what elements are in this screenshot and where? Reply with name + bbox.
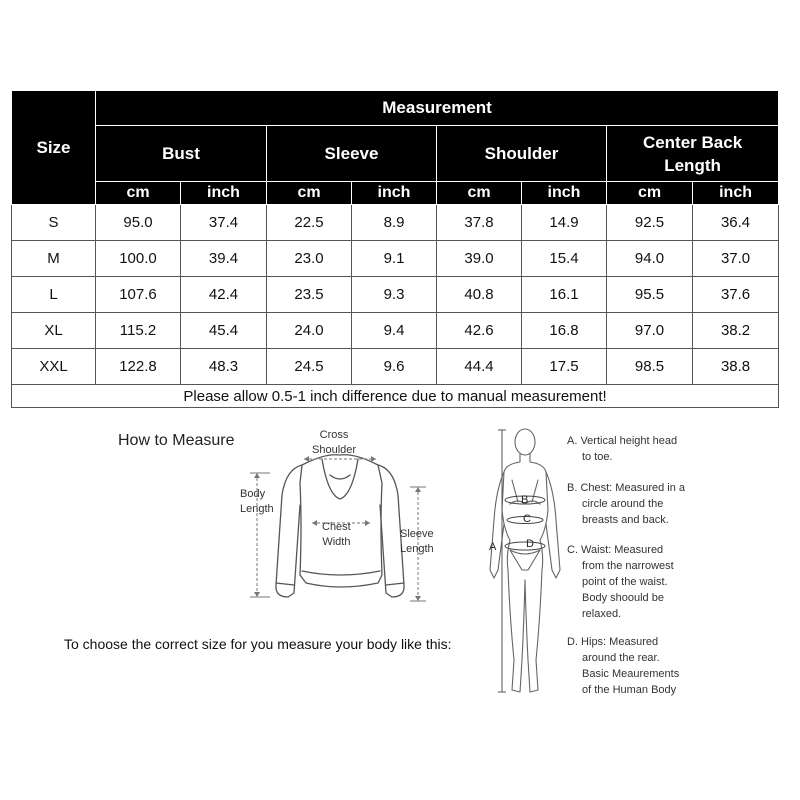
value-cell: 37.0 (693, 241, 779, 277)
letter-a: A (489, 541, 497, 553)
size-cell: XL (12, 313, 96, 349)
value-cell: 9.1 (352, 241, 437, 277)
size-cell: XXL (12, 349, 96, 385)
unit-cell: inch (693, 182, 779, 205)
header-center-back-length: Center Back Length (607, 126, 779, 182)
table-row (12, 349, 779, 385)
table-row (12, 313, 779, 349)
value-cell: 92.5 (607, 205, 693, 241)
value-cell: 38.8 (693, 349, 779, 385)
chest-width-label: Chest Width (322, 521, 351, 548)
letter-b: B (521, 494, 529, 506)
value-cell: 9.6 (352, 349, 437, 385)
note-row (12, 385, 779, 408)
human-body-diagram-icon (480, 420, 570, 710)
value-cell: 22.5 (267, 205, 352, 241)
size-cell: L (12, 277, 96, 313)
header-size: Size (12, 91, 96, 205)
value-cell: 16.1 (522, 277, 607, 313)
table-row (12, 241, 779, 277)
measurement-note: Please allow 0.5-1 inch difference due to manual measurement! (12, 385, 779, 408)
value-cell: 95.5 (607, 277, 693, 313)
value-cell: 9.3 (352, 277, 437, 313)
table-header (12, 91, 779, 205)
value-cell: 98.5 (607, 349, 693, 385)
unit-cell: inch (181, 182, 267, 205)
value-cell: 36.4 (693, 205, 779, 241)
header-sleeve: Sleeve (267, 126, 437, 182)
value-cell: 94.0 (607, 241, 693, 277)
value-cell: 37.4 (181, 205, 267, 241)
unit-cell: inch (352, 182, 437, 205)
table-row (12, 205, 779, 241)
size-cell: M (12, 241, 96, 277)
value-cell: 39.0 (437, 241, 522, 277)
value-cell: 24.5 (267, 349, 352, 385)
description-a: A. Vertical height head to toe. (567, 435, 678, 463)
unit-cell: cm (437, 182, 522, 205)
value-cell: 100.0 (96, 241, 181, 277)
instruction-text: To choose the correct size for you measure your body like this: (64, 636, 452, 652)
body-length-label: Body Length (240, 488, 274, 515)
value-cell: 17.5 (522, 349, 607, 385)
value-cell: 42.4 (181, 277, 267, 313)
value-cell: 122.8 (96, 349, 181, 385)
value-cell: 37.8 (437, 205, 522, 241)
value-cell: 40.8 (437, 277, 522, 313)
value-cell: 48.3 (181, 349, 267, 385)
table-body (12, 205, 779, 408)
unit-cell: cm (607, 182, 693, 205)
value-cell: 24.0 (267, 313, 352, 349)
value-cell: 8.9 (352, 205, 437, 241)
unit-cell: inch (522, 182, 607, 205)
value-cell: 115.2 (96, 313, 181, 349)
letter-d: D (526, 538, 534, 550)
header-shoulder: Shoulder (437, 126, 607, 182)
size-cell: S (12, 205, 96, 241)
letter-c: C (523, 513, 531, 525)
unit-cell: cm (267, 182, 352, 205)
value-cell: 45.4 (181, 313, 267, 349)
how-to-measure-title: How to Measure (118, 432, 235, 449)
description-c: C. Waist: Measured from the narrowest point of the waist. Body shoould be relaxed. (567, 544, 674, 620)
sleeve-length-label: Sleeve Length (400, 528, 434, 555)
value-cell: 97.0 (607, 313, 693, 349)
value-cell: 23.5 (267, 277, 352, 313)
size-chart-table (11, 90, 779, 408)
value-cell: 14.9 (522, 205, 607, 241)
cross-shoulder-label: Cross Shoulder (312, 429, 357, 456)
value-cell: 23.0 (267, 241, 352, 277)
value-cell: 38.2 (693, 313, 779, 349)
header-bust: Bust (96, 126, 267, 182)
value-cell: 9.4 (352, 313, 437, 349)
description-d: D. Hips: Measured around the rear. Basic Meaurements of the Human Body (567, 636, 680, 696)
value-cell: 39.4 (181, 241, 267, 277)
value-cell: 16.8 (522, 313, 607, 349)
value-cell: 42.6 (437, 313, 522, 349)
value-cell: 107.6 (96, 277, 181, 313)
value-cell: 15.4 (522, 241, 607, 277)
value-cell: 44.4 (437, 349, 522, 385)
header-measurement: Measurement (96, 91, 779, 126)
description-b: B. Chest: Measured in a circle around the breasts and back. (567, 482, 686, 526)
value-cell: 37.6 (693, 277, 779, 313)
value-cell: 95.0 (96, 205, 181, 241)
unit-cell: cm (96, 182, 181, 205)
table-row (12, 277, 779, 313)
